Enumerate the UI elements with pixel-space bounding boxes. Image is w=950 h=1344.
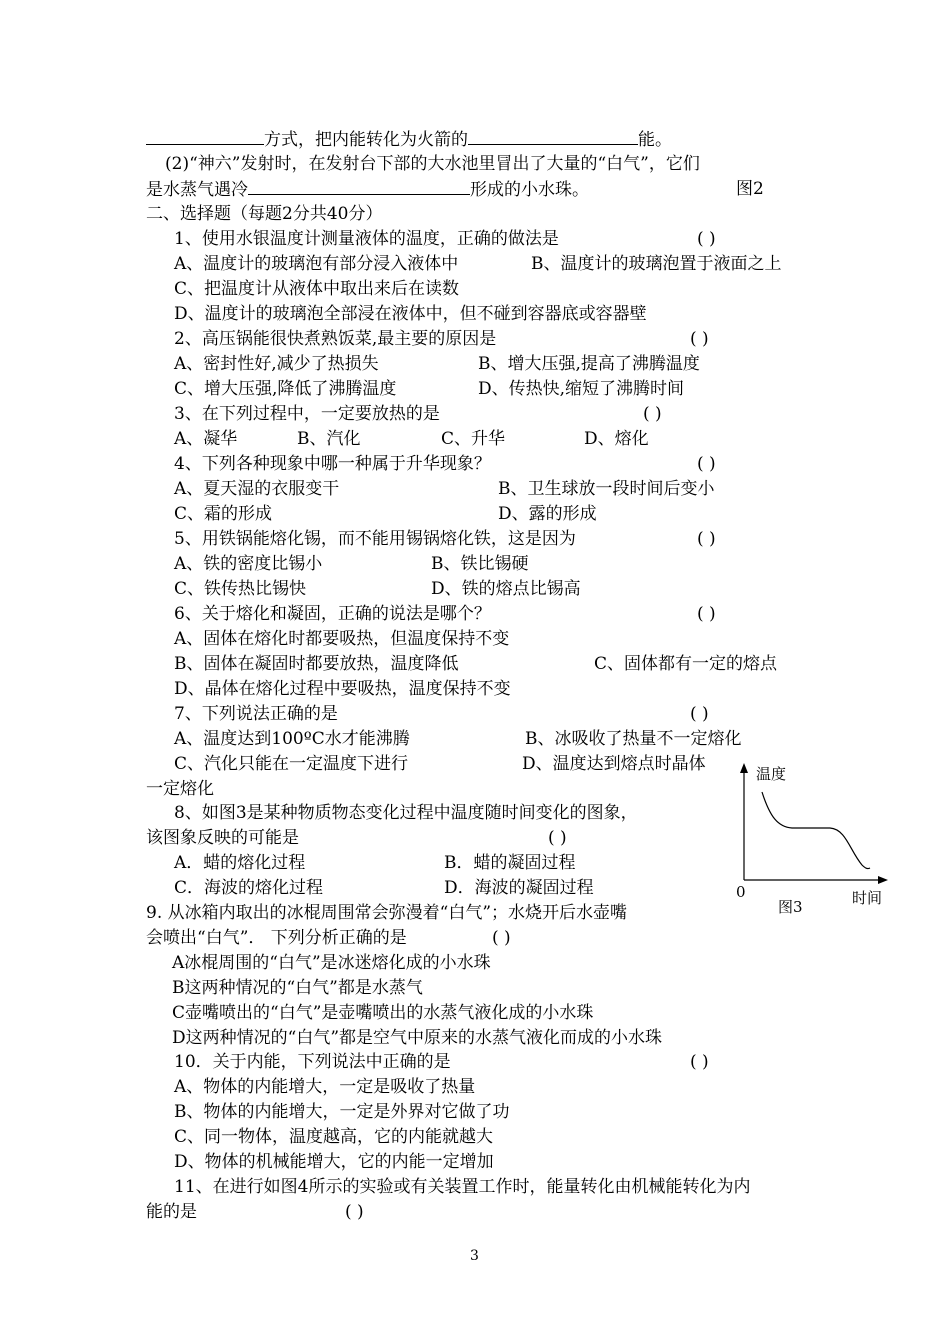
q4-answer-paren: ( ) bbox=[697, 454, 716, 474]
q8-option-a: A．蜡的熔化过程 bbox=[174, 853, 306, 873]
q9-answer-paren: ( ) bbox=[492, 928, 511, 948]
q1-option-b: B、温度计的玻璃泡置于液面之上 bbox=[531, 254, 782, 274]
fill-line-2: (2)“神六”发射时，在发射台下部的大水池里冒出了大量的“白气”，它们 bbox=[165, 154, 700, 174]
origin-label: 0 bbox=[736, 883, 746, 901]
figure-3-caption: 图3 bbox=[778, 898, 803, 916]
q7-option-d-continued: 一定熔化 bbox=[146, 779, 214, 799]
answer-blank bbox=[468, 128, 638, 145]
x-axis-arrow-icon bbox=[878, 876, 888, 884]
q9-option-b: B这两种情况的“白气”都是水蒸气 bbox=[172, 978, 423, 998]
q8-stem-line2: 该图象反映的可能是 bbox=[146, 828, 299, 848]
page-number: 3 bbox=[470, 1248, 479, 1264]
section-title: 二、选择题（每题2分共40分） bbox=[146, 204, 383, 224]
answer-blank bbox=[248, 178, 470, 195]
q6-option-d: D、晶体在熔化过程中要吸热，温度保持不变 bbox=[174, 679, 511, 699]
q1-option-a: A、温度计的玻璃泡有部分浸入液体中 bbox=[174, 254, 459, 274]
q7-option-b: B、冰吸收了热量不一定熔化 bbox=[525, 729, 742, 749]
q3-option-d: D、熔化 bbox=[584, 429, 649, 449]
figure-2-label: 图2 bbox=[736, 179, 764, 199]
x-axis-label: 时间 bbox=[852, 889, 883, 907]
q1-option-c: C、把温度计从液体中取出来后在读数 bbox=[174, 279, 460, 299]
fill-line-1: 方式，把内能转化为火箭的 能。 bbox=[146, 128, 672, 151]
q8-stem-line1: 8、如图3是某种物质物态变化过程中温度随时间变化的图象， bbox=[174, 803, 638, 823]
q8-option-d: D．海波的凝固过程 bbox=[444, 878, 594, 898]
temperature-curve bbox=[762, 792, 870, 869]
q9-option-c: C壶嘴喷出的“白气”是壶嘴喷出的水蒸气液化成的小水珠 bbox=[172, 1003, 594, 1023]
q10-option-b: B、物体的内能增大，一定是外界对它做了功 bbox=[174, 1102, 510, 1122]
q5-stem: 5、用铁锅能熔化锡，而不能用锡锅熔化铁，这是因为 bbox=[174, 529, 576, 549]
q5-answer-paren: ( ) bbox=[697, 529, 716, 549]
q8-option-c: C．海波的熔化过程 bbox=[174, 878, 324, 898]
q9-option-d: D这两种情况的“白气”都是空气中原来的水蒸气液化而成的小水珠 bbox=[172, 1028, 663, 1048]
q4-option-b: B、卫生球放一段时间后变小 bbox=[498, 479, 715, 499]
q3-stem: 3、在下列过程中，一定要放热的是 bbox=[174, 404, 440, 424]
q7-option-d: D、温度达到熔点时晶体 bbox=[522, 754, 706, 774]
q7-answer-paren: ( ) bbox=[690, 704, 709, 724]
q4-option-d: D、露的形成 bbox=[498, 504, 597, 524]
q10-stem: 10．关于内能，下列说法中正确的是 bbox=[174, 1052, 451, 1072]
q6-option-c: C、固体都有一定的熔点 bbox=[594, 654, 778, 674]
y-axis-arrow-icon bbox=[740, 763, 748, 773]
q6-option-a: A、固体在熔化时都要吸热，但温度保持不变 bbox=[174, 629, 510, 649]
q3-option-c: C、升华 bbox=[441, 429, 506, 449]
q7-option-a: A、温度达到100ºC水才能沸腾 bbox=[174, 729, 410, 749]
q8-option-b: B．蜡的凝固过程 bbox=[444, 853, 576, 873]
q3-option-a: A、凝华 bbox=[174, 429, 238, 449]
q3-option-b: B、汽化 bbox=[297, 429, 361, 449]
answer-blank bbox=[146, 128, 264, 145]
q6-answer-paren: ( ) bbox=[697, 604, 716, 624]
y-axis-label: 温度 bbox=[756, 765, 787, 783]
q10-option-a: A、物体的内能增大，一定是吸收了热量 bbox=[174, 1077, 476, 1097]
q2-answer-paren: ( ) bbox=[690, 329, 709, 349]
q6-stem: 6、关于熔化和凝固，正确的说法是哪个？ bbox=[174, 604, 491, 624]
q4-option-c: C、霜的形成 bbox=[174, 504, 273, 524]
q4-option-a: A、夏天湿的衣服变干 bbox=[174, 479, 340, 499]
figure-3-temperature-time-graph bbox=[730, 755, 890, 925]
q3-answer-paren: ( ) bbox=[643, 404, 662, 424]
q2-option-b: B、增大压强,提高了沸腾温度 bbox=[478, 354, 700, 374]
q11-answer-paren: ( ) bbox=[345, 1202, 364, 1222]
q9-stem-line2: 会喷出“白气”． 下列分析正确的是 bbox=[146, 928, 407, 948]
q10-option-d: D、物体的机械能增大，它的内能一定增加 bbox=[174, 1152, 494, 1172]
q9-stem-line1: 9. 从冰箱内取出的冰棍周围常会弥漫着“白气”；水烧开后水壶嘴 bbox=[146, 903, 628, 923]
q2-stem: 2、高压锅能很快煮熟饭菜,最主要的原因是 bbox=[174, 329, 497, 349]
q9-option-a: A冰棍周围的“白气”是冰迷熔化成的小水珠 bbox=[172, 953, 491, 973]
q11-stem-line1: 11、在进行如图4所示的实验或有关装置工作时，能量转化由机械能转化为内 bbox=[174, 1177, 751, 1197]
q8-answer-paren: ( ) bbox=[548, 828, 567, 848]
q11-stem-line2: 能的是 bbox=[146, 1202, 197, 1222]
q2-option-d: D、传热快,缩短了沸腾时间 bbox=[478, 379, 685, 399]
q1-answer-paren: ( ) bbox=[697, 229, 716, 249]
q7-option-c: C、汽化只能在一定温度下进行 bbox=[174, 754, 409, 774]
q5-option-a: A、铁的密度比锡小 bbox=[174, 554, 323, 574]
q1-option-d: D、温度计的玻璃泡全部浸在液体中，但不碰到容器底或容器壁 bbox=[174, 304, 647, 324]
q6-option-b: B、固体在凝固时都要放热，温度降低 bbox=[174, 654, 459, 674]
q5-option-c: C、铁传热比锡快 bbox=[174, 579, 307, 599]
q7-stem: 7、下列说法正确的是 bbox=[174, 704, 338, 724]
q1-stem: 1、使用水银温度计测量液体的温度，正确的做法是 bbox=[174, 229, 559, 249]
q4-stem: 4、下列各种现象中哪一种属于升华现象？ bbox=[174, 454, 491, 474]
q5-option-d: D、铁的熔点比锡高 bbox=[431, 579, 581, 599]
fill-line-3: 是水蒸气遇冷 形成的小水珠。 bbox=[146, 180, 589, 200]
q10-answer-paren: ( ) bbox=[690, 1052, 709, 1072]
q2-option-a: A、密封性好,减少了热损失 bbox=[174, 354, 379, 374]
q10-option-c: C、同一物体，温度越高，它的内能就越大 bbox=[174, 1127, 494, 1147]
q5-option-b: B、铁比锡硬 bbox=[431, 554, 529, 574]
q2-option-c: C、增大压强,降低了沸腾温度 bbox=[174, 379, 397, 399]
